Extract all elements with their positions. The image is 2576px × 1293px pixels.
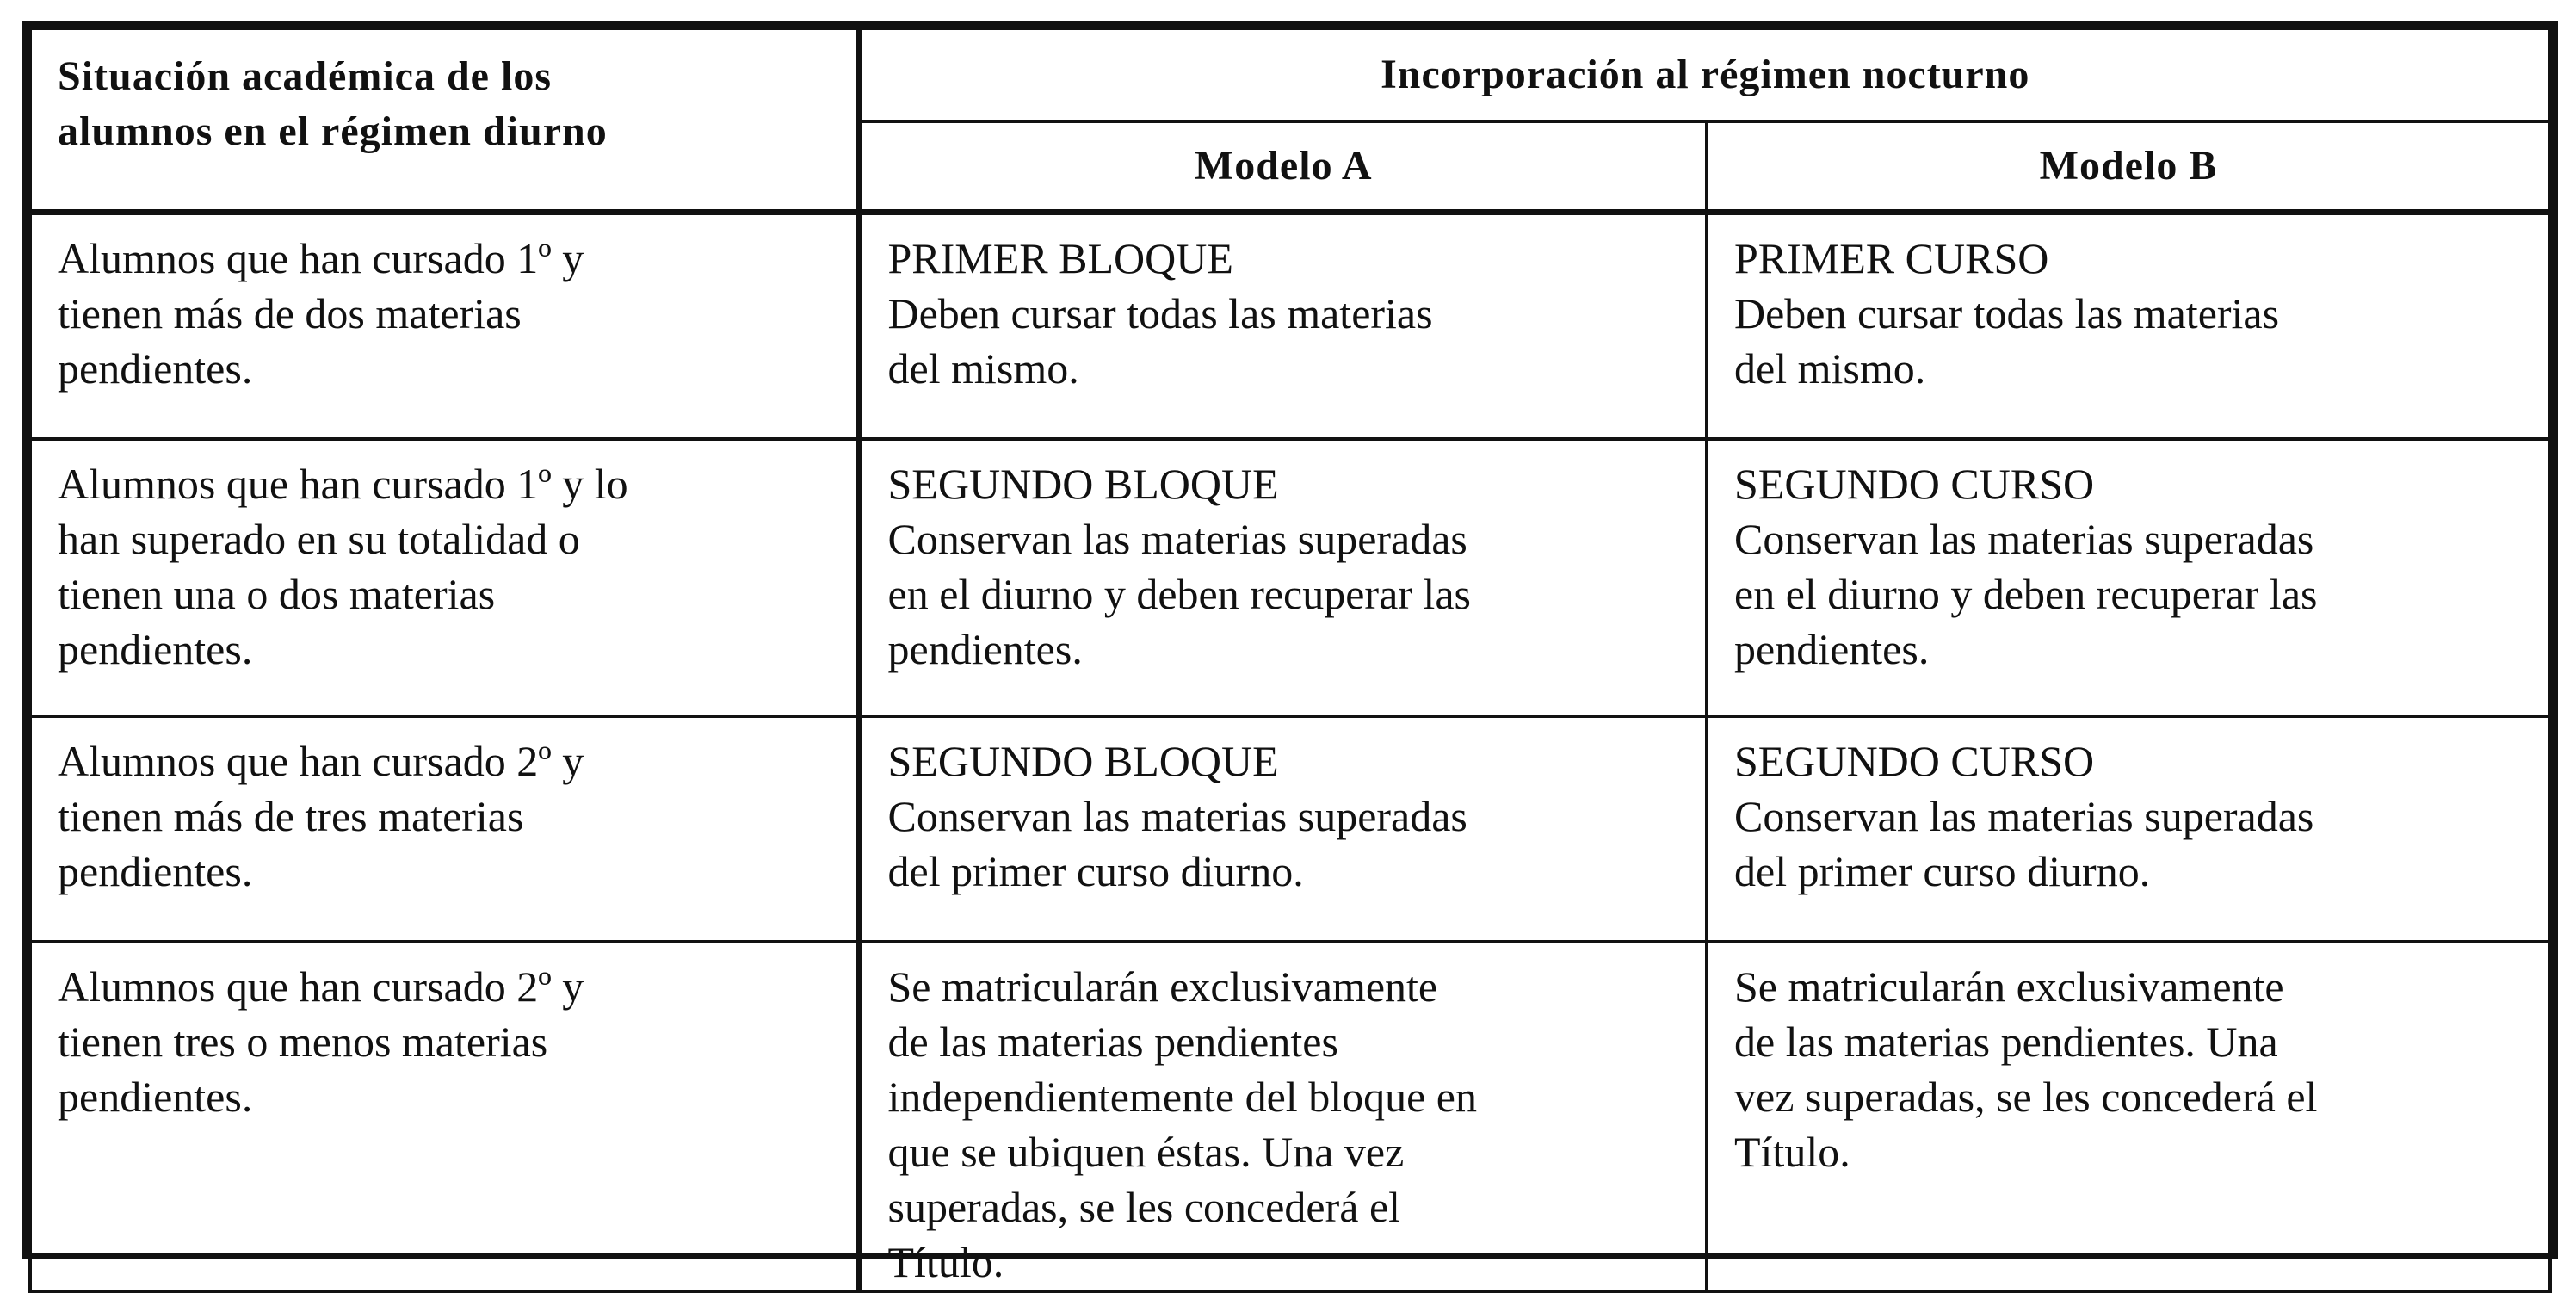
model-b-cell [1707, 213, 2550, 440]
text-line: Conservan las materias superadas [1734, 515, 2314, 563]
text-line: Deben cursar todas las materias [887, 289, 1433, 337]
text-line: Se matricularán exclusivamente [1734, 962, 2284, 1011]
model-a-cell [859, 942, 1707, 1291]
text-line: Alumnos que han cursado 1º y [58, 234, 584, 282]
header-situation-line-1: Situación académica de los [58, 53, 552, 99]
text-line: en el diurno y deben recuperar las [887, 570, 1471, 618]
text-line: de las materias pendientes [887, 1018, 1338, 1066]
text-line: han superado en su totalidad o [58, 515, 580, 563]
text-line: Título. [887, 1238, 1004, 1286]
table-row [30, 942, 2550, 1291]
header-model-a: Modelo A [859, 121, 1707, 213]
table-row [30, 439, 2550, 716]
text-line: pendientes. [58, 847, 253, 895]
text-line: tienen una o dos materias [58, 570, 496, 618]
text-line: Alumnos que han cursado 2º y [58, 962, 584, 1011]
situation-cell [30, 716, 859, 942]
text-line: SEGUNDO BLOQUE [887, 737, 1279, 785]
text-line: pendientes. [887, 625, 1083, 673]
text-line: que se ubiquen éstas. Una vez [887, 1128, 1405, 1176]
header-situation-line-2: alumnos en el régimen diurno [58, 108, 608, 154]
model-b-cell [1707, 439, 2550, 716]
text-line: pendientes. [58, 344, 253, 393]
text-line: del mismo. [887, 344, 1079, 393]
text-line: del primer curso diurno. [887, 847, 1304, 895]
text-line: pendientes. [58, 625, 253, 673]
table-row [30, 213, 2550, 440]
model-b-cell [1707, 942, 2550, 1291]
text-line: pendientes. [58, 1073, 253, 1121]
text-line: de las materias pendientes. Una [1734, 1018, 2278, 1066]
model-a-cell [859, 213, 1707, 440]
header-situation [30, 28, 859, 213]
text-line: tienen tres o menos materias [58, 1018, 548, 1066]
text-line: Alumnos que han cursado 2º y [58, 737, 584, 785]
model-a-cell [859, 439, 1707, 716]
text-line: vez superadas, se les concederá el [1734, 1073, 2318, 1121]
text-line: del mismo. [1734, 344, 1926, 393]
academic-regime-table [28, 27, 2552, 1293]
text-line: del primer curso diurno. [1734, 847, 2151, 895]
text-line: superadas, se les concederá el [887, 1183, 1401, 1231]
header-row-1 [30, 28, 2550, 121]
text-line: SEGUNDO CURSO [1734, 460, 2095, 508]
table-row [30, 716, 2550, 942]
header-incorporation: Incorporación al régimen nocturno [859, 28, 2550, 121]
text-line: Conservan las materias superadas [887, 515, 1467, 563]
text-line: SEGUNDO BLOQUE [887, 460, 1279, 508]
text-line: SEGUNDO CURSO [1734, 737, 2095, 785]
text-line: Deben cursar todas las materias [1734, 289, 2280, 337]
situation-cell [30, 439, 859, 716]
text-line: pendientes. [1734, 625, 1930, 673]
text-line: independientemente del bloque en [887, 1073, 1477, 1121]
text-line: PRIMER CURSO [1734, 234, 2049, 282]
model-b-cell [1707, 716, 2550, 942]
text-line: en el diurno y deben recuperar las [1734, 570, 2318, 618]
text-line: PRIMER BLOQUE [887, 234, 1233, 282]
text-line: Se matricularán exclusivamente [887, 962, 1438, 1011]
text-line: Alumnos que han cursado 1º y lo [58, 460, 628, 508]
text-line: tienen más de tres materias [58, 792, 524, 840]
text-line: Conservan las materias superadas [887, 792, 1467, 840]
model-a-cell [859, 716, 1707, 942]
header-model-b: Modelo B [1707, 121, 2550, 213]
situation-cell [30, 213, 859, 440]
text-line: Conservan las materias superadas [1734, 792, 2314, 840]
situation-cell [30, 942, 859, 1291]
text-line: tienen más de dos materias [58, 289, 522, 337]
text-line: Título. [1734, 1128, 1850, 1176]
academic-regime-table-frame [22, 21, 2558, 1286]
